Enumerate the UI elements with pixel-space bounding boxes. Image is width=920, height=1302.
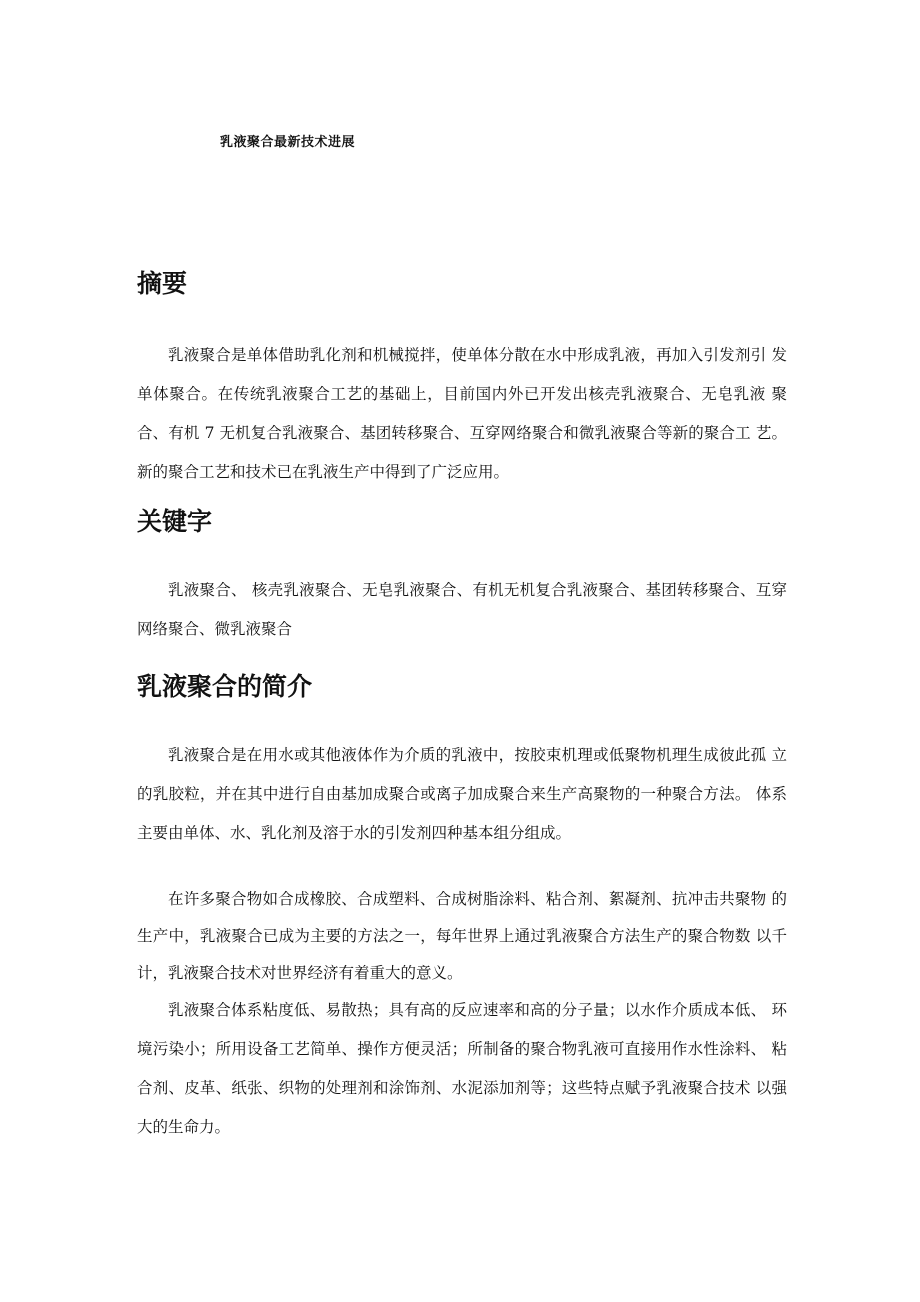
intro-paragraph-2: 在许多聚合物如合成橡胶、合成塑料、合成树脂涂料、粘合剂、絮凝剂、抗冲击共聚物 的生产中，乳液聚合已成为主要的方法之一，每年世界上通过乳液聚合方法生产的聚合物数 以千计，乳液聚合技术对世界经济有着重大的意义。: [137, 890, 787, 982]
keywords-paragraph: 乳液聚合、 核壳乳液聚合、无皂乳液聚合、有机无机复合乳液聚合、基团转移聚合、互穿网络聚合、微乳液聚合: [137, 581, 787, 638]
document-title: 乳液聚合最新技术进展: [220, 135, 356, 150]
intro-paragraph-3: 乳液聚合体系粘度低、易散热；具有高的反应速率和高的分子量；以水作介质成本低、 环境污染小；所用设备工艺简单、操作方便灵活；所制备的聚合物乳液可直接用作水性涂料、 粘合剂、皮革、纸张、织物的处理剂和涂饰剂、水泥添加剂等；这些特点赋予乳液聚合技术 以强大的生命力。: [137, 1001, 787, 1136]
keywords-heading: 关键字: [137, 507, 213, 536]
abstract-paragraph: 乳液聚合是单体借助乳化剂和机械搅拌，使单体分散在水中形成乳液，再加入引发剂引 发单体聚合。在传统乳液聚合工艺的基础上，目前国内外已开发出核壳乳液聚合、无皂乳液 聚合、有机 7 无机复合乳液聚合、基团转移聚合、互穿网络聚合和微乳液聚合等新的聚合工 艺。新的聚合工艺和技术已在乳液生产中得到了广泛应用。: [137, 346, 787, 481]
intro-paragraph-1: 乳液聚合是在用水或其他液体作为介质的乳液中，按胶束机理或低聚物机理生成彼此孤 立的乳胶粒，并在其中进行自由基加成聚合或离子加成聚合来生产高聚物的一种聚合方法。 体系主要由单体、水、乳化剂及溶于水的引发剂四种基本组分组成。: [137, 746, 787, 842]
abstract-heading: 摘要: [137, 269, 188, 298]
intro-heading: 乳液聚合的简介: [137, 672, 313, 701]
